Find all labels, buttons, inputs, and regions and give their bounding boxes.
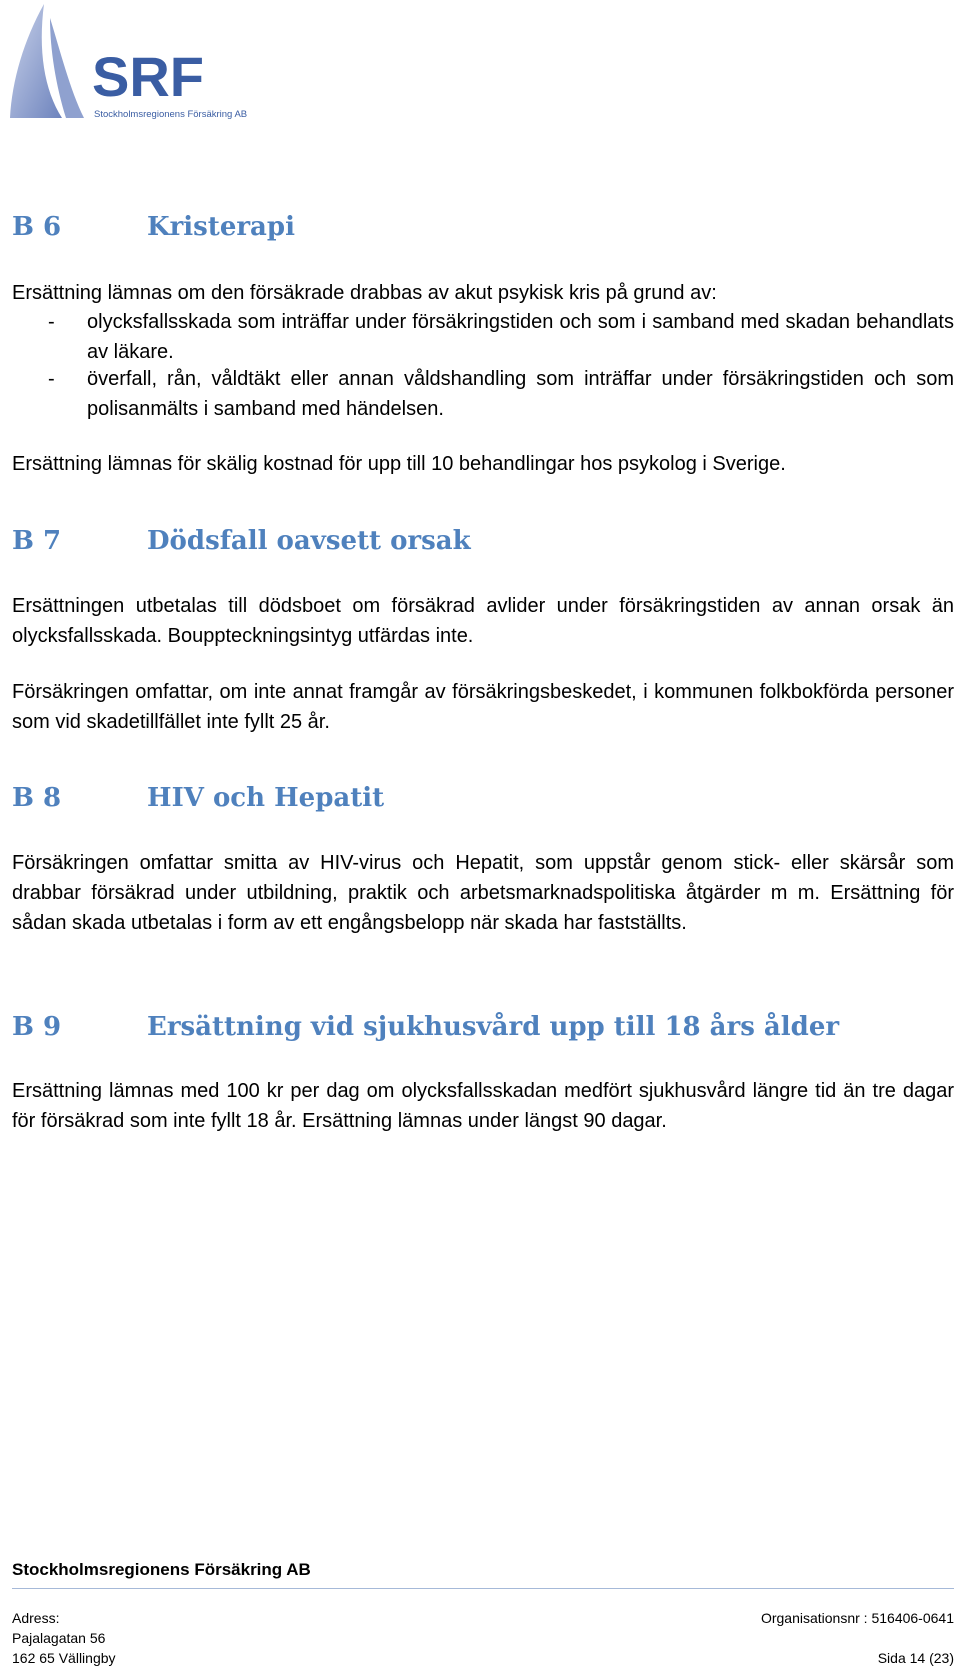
b7-paragraph-1: Ersättningen utbetalas till dödsboet om försäkrad avlider under försäkringstiden av annan orsak än olycksfallsskada. Bouppteckningsintyg utfärdas inte. (12, 595, 954, 647)
b6-paragraph: Ersättning lämnas för skälig kostnad för upp till 10 behandlingar hos psykolog i Sverige. (12, 453, 786, 475)
section-title: Dödsfall oavsett orsak (147, 526, 471, 556)
b6-bullet-2 (12, 364, 954, 424)
footer-page-number: Sida 14 (23) (877, 1650, 954, 1666)
footer-divider (12, 1588, 954, 1589)
section-code: B 7 (12, 526, 62, 556)
footer-company: Stockholmsregionens Försäkring AB (12, 1560, 311, 1579)
logo-text: SRF (92, 45, 204, 108)
b7-paragraph-2: Försäkringen omfattar, om inte annat framgår av försäkringsbeskedet, i kommunen folkbokförda personer som vid skadetillfället inte fyllt 25 år. (12, 681, 954, 733)
address-label: Adress: (12, 1610, 60, 1626)
address-street: Pajalagatan 56 (12, 1630, 106, 1646)
logo-subtitle: Stockholmsregionens Försäkring AB (94, 109, 248, 120)
srf-logo (4, 0, 264, 130)
footer-org-nr: Organisationsnr : 516406-0641 (760, 1610, 954, 1626)
bullet-text: överfall, rån, våldtäkt eller annan våldshandling som inträffar under försäkringstiden och som polisanmälts i samband med händelsen. (87, 368, 954, 420)
section-code: B 8 (12, 783, 62, 813)
footer-address (12, 1608, 116, 1668)
section-code: B 6 (12, 212, 62, 242)
bullet-text: olycksfallsskada som inträffar under försäkringstiden och som i samband med skadan behandlats av läkare. (87, 311, 954, 363)
section-title: HIV och Hepatit (147, 783, 385, 813)
bullet-dash: - (48, 368, 55, 390)
b6-intro: Ersättning lämnas om den försäkrade drabbas av akut psykisk kris på grund av: (12, 282, 717, 304)
section-code: B 9 (12, 1012, 62, 1042)
b9-paragraph: Ersättning lämnas med 100 kr per dag om olycksfallsskadan medfört sjukhusvård längre tid än tre dagar för försäkrad som inte fyllt 18 år. Ersättning lämnas under längst 90 dagar. (12, 1080, 954, 1132)
section-title: Kristerapi (147, 212, 295, 242)
b8-paragraph: Försäkringen omfattar smitta av HIV-virus och Hepatit, som uppstår genom stick- eller skärsår som drabbar försäkrad under utbildning, praktik och arbetsmarknadspolitiska åtgärder m m. Ersättning för sådan skada utbetalas i form av ett engångsbelopp när skada har fastställts. (12, 852, 954, 934)
bullet-dash: - (48, 311, 55, 333)
b6-bullet-1 (12, 307, 954, 367)
sail-logo-icon (4, 0, 264, 130)
section-title: Ersättning vid sjukhusvård upp till 18 års ålder (147, 1012, 840, 1042)
address-city: 162 65 Vällingby (12, 1650, 116, 1666)
